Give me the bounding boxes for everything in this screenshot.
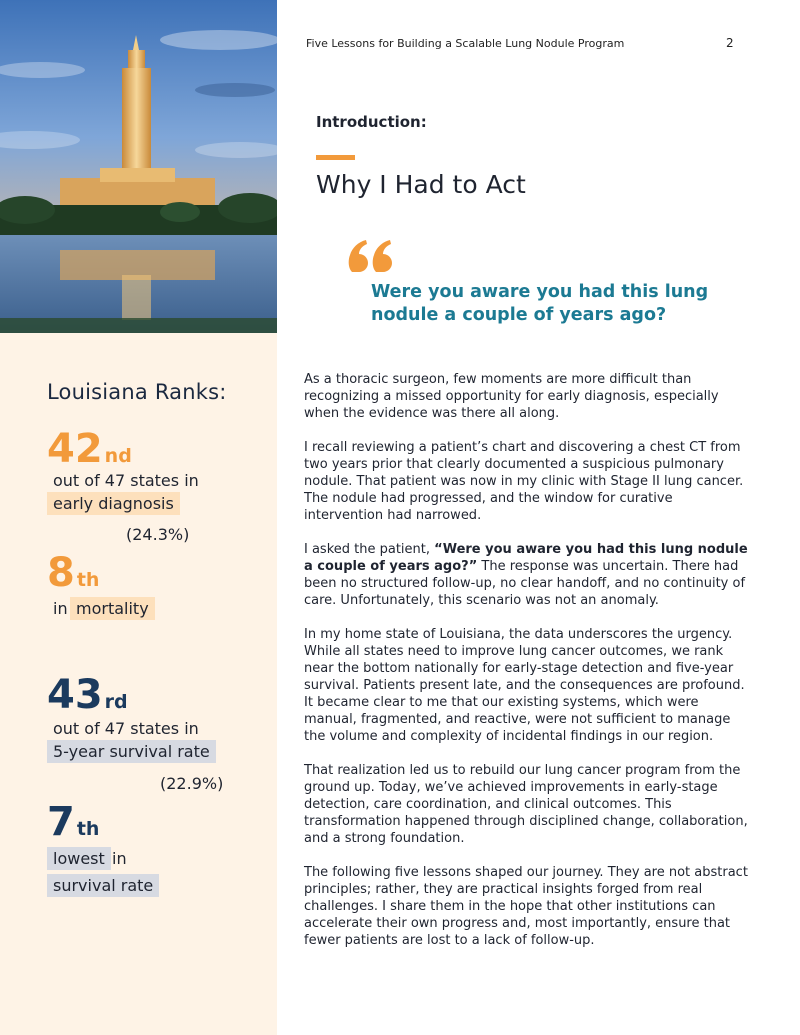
highlight-lowest: lowest [47,847,111,870]
paragraph: That realization led us to rebuild our lung cancer program from the ground up. Today, we’ve achieved improvements in early-stage detection, care coordination, and clinical outcomes. This transformation happened through disciplined change, collaboration, and a strong foundation. [304,763,748,846]
paragraph: In my home state of Louisiana, the data underscores the urgency. While all states need to improve lung cancer outcomes, we rank near the bottom nationally for early-stage detection and five-year survival. Patients present late, and the consequences are profound. It became clear to me that our existing systems, which were manual, fragmented, and reactive, were not sufficient to manage the volume and complexity of incidental findings in our region. [304,627,745,744]
rank-number: 8 [47,550,75,596]
rank-number: 43 [47,672,103,718]
rank-connector: in [112,849,127,868]
paragraph-text: I asked the patient, [304,542,435,557]
rank-mortality [47,550,100,596]
page-number: 2 [726,36,734,50]
percent-early-diagnosis: (24.3%) [126,525,190,544]
paragraph [304,541,754,609]
quote-icon [348,238,396,278]
quoted-question: “Were you aware you had this lung nodule a couple of years ago?” [304,542,748,574]
rank-description: out of 47 states in [53,471,199,490]
rank-lowest-survival [47,799,100,845]
sidebar-panel [0,0,277,1035]
highlight-survival-rate-lowest: survival rate [47,874,159,897]
capitol-photo [0,0,277,333]
percent-survival-rate: (22.9%) [160,774,224,793]
highlight-mortality: mortality [70,597,155,620]
rank-suffix: rd [104,691,128,713]
rank-number: 7 [47,799,75,845]
rank-suffix: nd [104,445,132,467]
section-label: Introduction: [316,113,427,131]
louisiana-ranks-title: Louisiana Ranks: [47,380,227,404]
rank-suffix: th [76,569,100,591]
rank-prefix: in [53,599,68,618]
pull-quote: Were you aware you had this lung nodule a couple of years ago? [371,282,709,325]
rank-early-diagnosis [47,426,132,472]
paragraph: I recall reviewing a patient’s chart and discovering a chest CT from two years prior that clearly documented a suspicious pulmonary nodule. That patient was now in my clinic with Stage II lung cancer. The nodule had progressed, and the window for curative intervention had narrowed. [304,440,744,523]
rank-description: out of 47 states in [53,719,199,738]
page-title: Why I Had to Act [316,170,526,199]
body-text [304,371,754,966]
rank-number: 42 [47,426,103,472]
paragraph-text: The response was uncertain. There had been no structured follow-up, no clear handoff, and no continuity of care. Unfortunately, this scenario was not an anomaly. [304,559,746,608]
accent-rule [316,155,355,160]
highlight-early-diagnosis: early diagnosis [47,492,180,515]
rank-suffix: th [76,818,100,840]
paragraph: As a thoracic surgeon, few moments are more difficult than recognizing a missed opportunity for early diagnosis, especially when the evidence was there all along. [304,372,719,421]
paragraph: The following five lessons shaped our journey. They are not abstract principles; rather, they are practical insights forged from real challenges. I share them in the hope that other institutions can accelerate their own progress and, most importantly, ensure that fewer patients are lost to a lack of follow-up. [304,865,748,948]
highlight-survival-rate: 5-year survival rate [47,740,216,763]
running-header: Five Lessons for Building a Scalable Lung Nodule Program [306,37,625,50]
rank-survival-rate [47,672,128,718]
